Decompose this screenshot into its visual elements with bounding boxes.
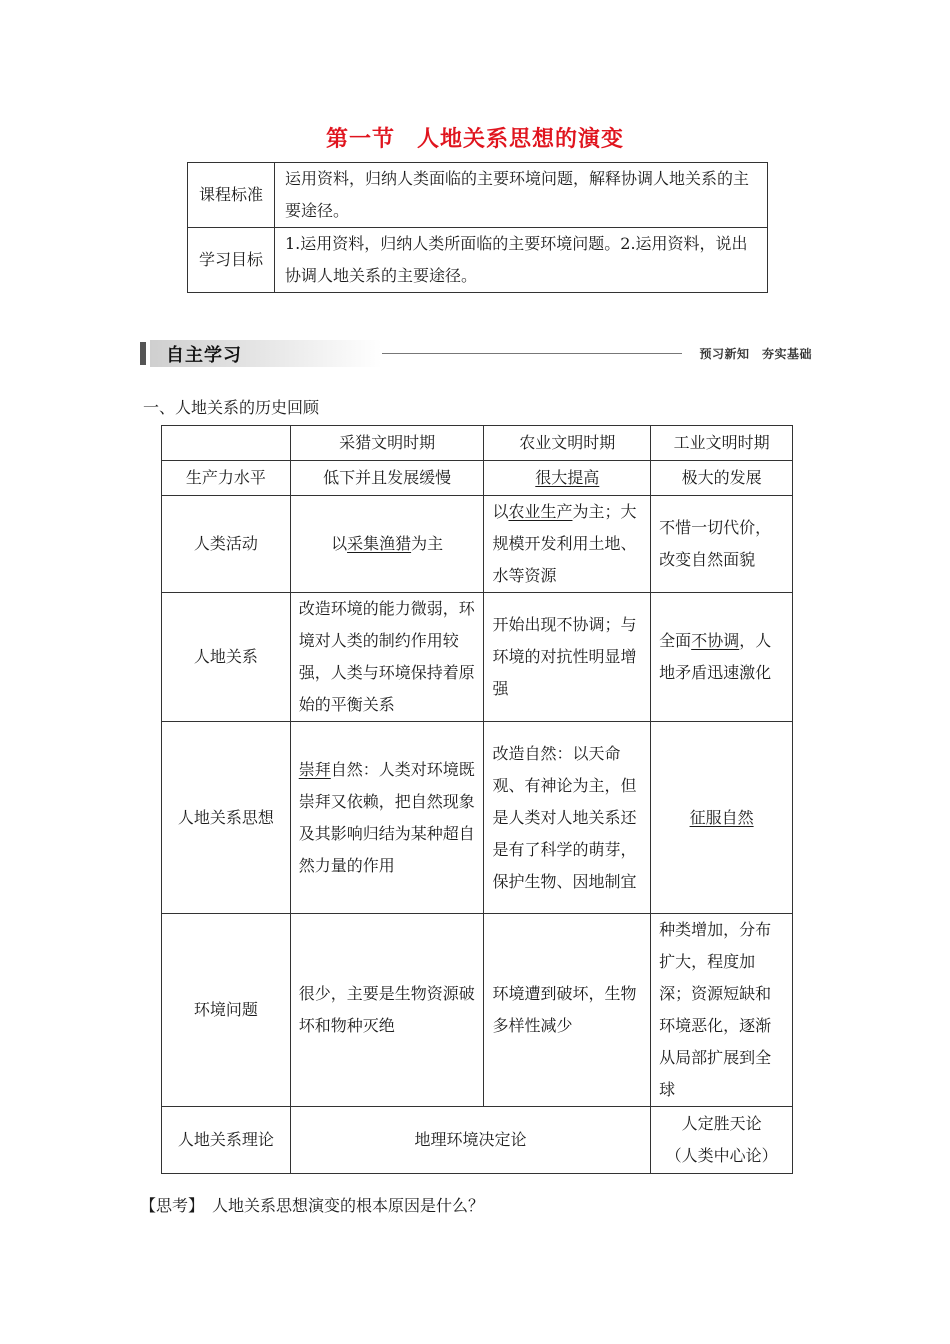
row-label-thought: 人地关系思想 xyxy=(162,722,291,914)
table-row xyxy=(162,1107,793,1174)
header-empty xyxy=(162,426,291,461)
cell xyxy=(290,722,484,914)
cell xyxy=(290,496,484,593)
text: 为主；大规模开发利用土地、水等资源 xyxy=(492,502,637,585)
header-industrial: 工业文明时期 xyxy=(651,426,793,461)
banner-divider xyxy=(382,353,682,354)
cell: 极大的发展 xyxy=(651,461,793,496)
table-row xyxy=(162,722,793,914)
page-title xyxy=(0,122,950,153)
text: 自然：人类对环境既崇拜又依赖，把自然现象及其影响归结为某种超自然力量的作用 xyxy=(298,759,475,875)
cell xyxy=(651,722,793,914)
table-row xyxy=(162,461,793,496)
answer-blank: 很大提高 xyxy=(535,468,600,487)
table-row xyxy=(162,593,793,722)
standard-label: 课程标准 xyxy=(188,163,275,228)
cell: 很少，主要是生物资源破坏和物种灭绝 xyxy=(290,914,484,1107)
think-text: 人地关系思想演变的根本原因是什么？ xyxy=(212,1196,485,1215)
table-row xyxy=(188,163,768,228)
cell xyxy=(651,593,793,722)
row-label-activity: 人类活动 xyxy=(162,496,291,593)
banner-marker xyxy=(140,342,146,365)
answer-blank: 崇拜 xyxy=(298,759,331,779)
title-text: 人地关系思想的演变 xyxy=(417,127,625,152)
cell: 改造自然：以天命观、有神论为主，但是人类对人地关系还是有了科学的萌芽，保护生物、因地制宜 xyxy=(484,722,651,914)
cell: 改造环境的能力微弱，环境对人类的制约作用较强，人类与环境保持着原始的平衡关系 xyxy=(290,593,484,722)
text: （人类中心论） xyxy=(665,1146,778,1165)
row-label-environment: 环境问题 xyxy=(162,914,291,1107)
answer-blank: 农业生产 xyxy=(508,502,573,521)
think-tag: 【思考】 xyxy=(140,1196,205,1215)
table-row xyxy=(162,914,793,1107)
row-label-relation: 人地关系 xyxy=(162,593,291,722)
cell: 环境遭到破坏，生物多样性减少 xyxy=(484,914,651,1107)
standard-content: 运用资料，归纳人类面临的主要环境问题，解释协调人地关系的主要途径。 xyxy=(275,163,768,228)
cell: 不惜一切代价，改变自然面貌 xyxy=(651,496,793,593)
cell: 开始出现不协调；与环境的对抗性明显增强 xyxy=(484,593,651,722)
header-agriculture: 农业文明时期 xyxy=(484,426,651,461)
table-row xyxy=(162,496,793,593)
cell: 种类增加，分布扩大，程度加深；资源短缺和环境恶化，逐渐从局部扩展到全球 xyxy=(651,914,793,1107)
text: 以 xyxy=(492,502,509,521)
table-header-row xyxy=(162,426,793,461)
text: 人定胜天论 xyxy=(681,1114,762,1133)
cell xyxy=(484,496,651,593)
curriculum-standards-table xyxy=(187,162,768,293)
cell-merged: 地理环境决定论 xyxy=(290,1107,650,1174)
banner-subtitle: 预习新知 夯实基础 xyxy=(699,347,812,361)
history-table xyxy=(161,425,793,1174)
title-section-number: 第一节 xyxy=(325,127,395,152)
cell: 低下并且发展缓慢 xyxy=(290,461,484,496)
section-heading: 一、人地关系的历史回顾 xyxy=(143,398,320,417)
text: 为主 xyxy=(411,534,444,553)
answer-blank: 采集渔猎 xyxy=(347,534,412,553)
cell xyxy=(484,461,651,496)
objective-label: 学习目标 xyxy=(188,228,275,293)
text: ，人地矛盾迅速激化 xyxy=(659,631,772,682)
cell xyxy=(651,1107,793,1174)
row-label-productivity: 生产力水平 xyxy=(162,461,291,496)
table-row xyxy=(188,228,768,293)
row-label-theory: 人地关系理论 xyxy=(162,1107,291,1174)
answer-blank: 征服自然 xyxy=(689,807,754,827)
text: 全面 xyxy=(659,631,692,650)
answer-blank: 不协调 xyxy=(691,631,740,650)
banner-label: 自主学习 xyxy=(166,345,242,366)
objective-content: 1.运用资料，归纳人类所面临的主要环境问题。2.运用资料，说出协调人地关系的主要途径。 xyxy=(275,228,768,293)
section-banner xyxy=(140,340,812,368)
think-question xyxy=(140,1193,484,1216)
header-hunting: 采猎文明时期 xyxy=(290,426,484,461)
text: 以 xyxy=(331,534,348,553)
banner-tag xyxy=(150,340,382,367)
